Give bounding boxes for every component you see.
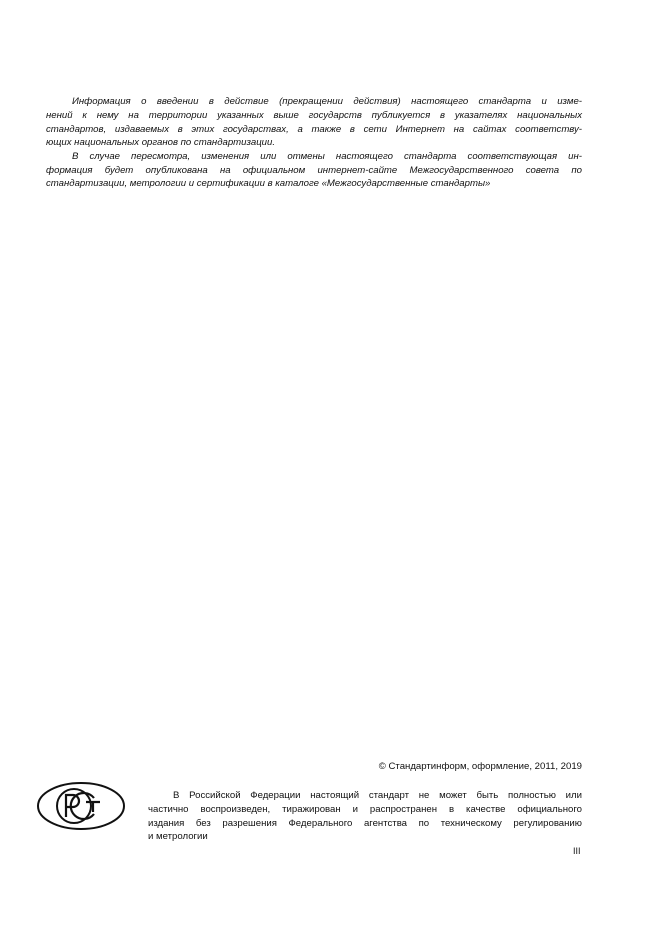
- text-line: формация будет опубликована на официальном интернет-сайте Межгосударственного совета по: [46, 165, 582, 176]
- text-line: и метрологии: [148, 831, 208, 842]
- text-line: стандартизации, метрологии и сертификации в каталоге «Межгосударственные стандарты»: [46, 178, 491, 189]
- gost-r-logo-icon: [36, 781, 126, 831]
- page-number: III: [573, 846, 581, 856]
- text-line: издания без разрешения Федерального агентства по техническому регулированию: [148, 818, 582, 829]
- text-line: частично воспроизведен, тиражирован и распространен в качестве официального: [148, 804, 582, 815]
- text-line: В Российской Федерации настоящий стандарт не может быть полностью или: [173, 790, 582, 801]
- text-line: стандартов, издаваемых в этих государствах, а также в сети Интернет на сайтах соответству-: [46, 124, 582, 135]
- text-line: ющих национальных органов по стандартизации.: [46, 137, 276, 148]
- text-line: Информация о введении в действие (прекращении действия) настоящего стандарта и изме-: [72, 96, 582, 107]
- text-line: В случае пересмотра, изменения или отмены настоящего стандарта соответствующая ин-: [72, 151, 582, 162]
- text-line: нений к нему на территории указанных выше государств публикуется в указателях национальных: [46, 110, 582, 121]
- copyright-notice: © Стандартинформ, оформление, 2011, 2019: [378, 761, 582, 772]
